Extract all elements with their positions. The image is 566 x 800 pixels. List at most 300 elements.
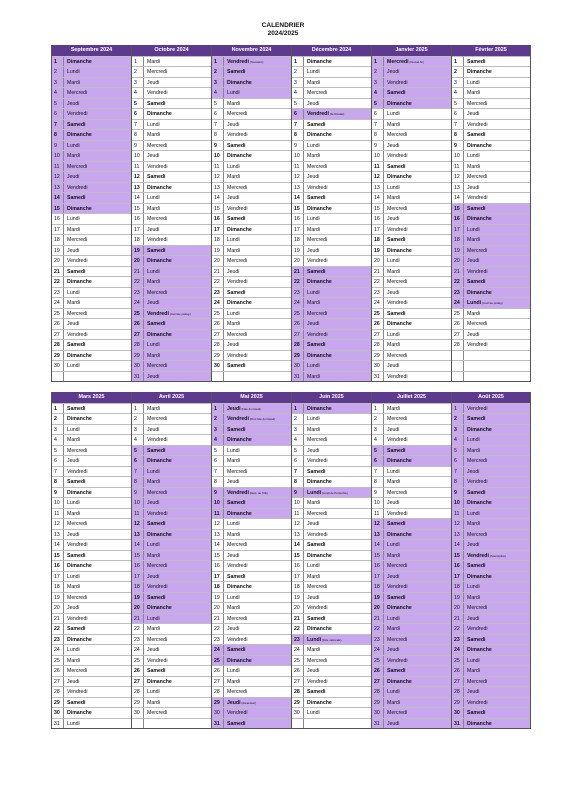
day-number: 8 (212, 477, 224, 487)
day-cell (132, 171, 211, 182)
day-name: Lundi (227, 521, 240, 527)
day-number: 10 (52, 498, 64, 508)
day-name: Mercredi (67, 90, 88, 96)
day-name: Vendredi (147, 163, 168, 170)
day-number: 17 (212, 225, 224, 235)
day-cell (372, 150, 451, 161)
day-number: 1 (212, 57, 224, 67)
day-cell (452, 518, 530, 529)
day-number: 31 (372, 372, 384, 382)
day-name: Lundi (387, 689, 400, 695)
day-name: Jeudi (67, 605, 80, 611)
day-cell (292, 192, 371, 203)
day-name: Dimanche (387, 678, 412, 685)
day-cell (52, 434, 131, 445)
day-cell (52, 213, 131, 224)
day-name: Jeudi (147, 373, 160, 380)
day-cell (452, 140, 530, 151)
day-name: Vendredi (67, 331, 88, 338)
day-number: 13 (452, 530, 464, 540)
day-name: Mercredi (67, 594, 88, 601)
month-header: Août 2025 (452, 392, 530, 403)
day-number: 16 (452, 561, 464, 571)
day-cell (452, 360, 530, 371)
day-number: 30 (212, 708, 224, 718)
day-cell (372, 476, 451, 487)
day-number: 8 (52, 130, 64, 140)
day-number: 18 (372, 582, 384, 592)
day-name: Lundi (307, 69, 320, 75)
day-name: Vendredi (147, 237, 168, 243)
day-cell (372, 487, 451, 498)
day-number: 19 (292, 246, 304, 256)
day-number: 7 (292, 120, 304, 130)
day-name: Lundi (67, 500, 80, 506)
day-number: 12 (292, 172, 304, 182)
day-cell (292, 371, 371, 382)
day-cell (372, 171, 451, 182)
day-number: 30 (52, 361, 64, 371)
day-name: Dimanche (67, 636, 92, 643)
day-name: Mardi (67, 510, 80, 517)
day-number: 22 (372, 624, 384, 634)
day-cell (52, 56, 131, 67)
holiday-note: (Journée pédag.) (481, 301, 504, 305)
day-name: Lundi (227, 310, 240, 317)
day-number: 12 (452, 172, 464, 182)
day-number: 25 (292, 309, 304, 319)
day-name: Vendredi (147, 510, 168, 517)
day-name: Dimanche (147, 258, 172, 264)
day-number: 23 (132, 288, 144, 298)
day-cell (292, 592, 371, 603)
day-number: 23 (452, 288, 464, 298)
day-number: 28 (292, 687, 304, 697)
day-name: Samedi (307, 615, 326, 622)
day-cell (452, 434, 530, 445)
day-name: Samedi (467, 279, 486, 285)
day-cell (52, 287, 131, 298)
day-cell (372, 98, 451, 109)
day-name: Dimanche (307, 479, 332, 485)
day-name: Dimanche (307, 132, 332, 138)
day-cell (52, 318, 131, 329)
day-name: Mercredi (227, 468, 248, 475)
day-number: 10 (212, 151, 224, 161)
day-cell (452, 508, 530, 519)
day-number: 9 (52, 488, 64, 498)
day-number: 5 (452, 99, 464, 109)
day-number: 2 (452, 67, 464, 77)
day-name: Lundi (307, 563, 320, 569)
day-cell (372, 697, 451, 708)
day-number: 21 (212, 267, 224, 277)
day-name: Jeudi (387, 573, 400, 580)
day-number: 11 (292, 509, 304, 519)
holiday-note: (Dest. de l'UE) (248, 490, 268, 495)
day-name: Dimanche (307, 699, 332, 706)
day-cell (452, 329, 530, 340)
day-cell (292, 508, 371, 519)
day-number: 28 (452, 687, 464, 697)
day-cell (132, 98, 211, 109)
day-cell (372, 297, 451, 308)
title-line-2: 2024/2025 (267, 30, 299, 37)
day-number: 6 (212, 456, 224, 466)
day-number: 15 (292, 551, 304, 561)
day-number: 20 (372, 603, 384, 613)
day-cell (52, 339, 131, 350)
day-cell (292, 560, 371, 571)
day-cell (212, 87, 291, 98)
day-cell (132, 518, 211, 529)
day-number: 8 (212, 130, 224, 140)
day-cell (52, 602, 131, 613)
month-column (211, 392, 291, 729)
day-name: Mardi (307, 79, 320, 86)
day-cell (292, 129, 371, 140)
day-name: Samedi (387, 594, 406, 601)
month-header: Février 2025 (452, 45, 530, 56)
day-cell (372, 308, 451, 319)
day-number: 18 (452, 582, 464, 592)
day-name: Jeudi (387, 363, 400, 369)
day-number: 4 (292, 435, 304, 445)
day-name: Jeudi (67, 678, 80, 685)
day-name: Mardi (67, 437, 80, 443)
day-number: 23 (452, 635, 464, 645)
day-number: 17 (372, 572, 384, 582)
day-number: 14 (292, 540, 304, 550)
day-number: 26 (132, 319, 144, 329)
day-name: Jeudi (387, 426, 400, 433)
month-header: Janvier 2025 (372, 45, 451, 56)
day-number: 17 (52, 225, 64, 235)
day-cell (292, 245, 371, 256)
day-cell (52, 360, 131, 371)
day-number: 2 (132, 67, 144, 77)
day-number: 4 (132, 88, 144, 98)
day-name: Samedi (227, 426, 246, 433)
day-name: Dimanche (67, 132, 92, 138)
day-name: Lundi (147, 468, 160, 475)
day-name: Samedi (307, 342, 326, 348)
day-number: 3 (372, 425, 384, 435)
month-column (51, 392, 131, 729)
day-number: 25 (212, 656, 224, 666)
month-column (131, 392, 211, 729)
day-cell (132, 644, 211, 655)
day-cell (52, 665, 131, 676)
day-number-empty (212, 372, 224, 382)
day-name: Samedi (307, 195, 326, 201)
day-cell (292, 234, 371, 245)
day-number: 27 (132, 330, 144, 340)
day-number: 18 (372, 235, 384, 245)
day-cell (212, 98, 291, 109)
day-cell (372, 350, 451, 361)
calendar-block-mar-aug (51, 392, 531, 729)
day-number: 8 (132, 477, 144, 487)
day-cell (452, 255, 530, 266)
day-number: 6 (372, 109, 384, 119)
day-number: 28 (132, 340, 144, 350)
day-cell (212, 182, 291, 193)
day-number: 5 (292, 446, 304, 456)
day-name: Mercredi (467, 321, 488, 327)
day-number: 14 (52, 193, 64, 203)
day-number: 28 (132, 687, 144, 697)
day-name: Samedi (147, 174, 166, 180)
day-cell (372, 550, 451, 561)
day-cell (372, 266, 451, 277)
day-cell (132, 424, 211, 435)
day-cell (452, 287, 530, 298)
day-name: Dimanche (307, 626, 332, 632)
month-header: Juillet 2025 (372, 392, 451, 403)
day-name: Lundi (467, 226, 480, 233)
day-name: Jeudi (147, 226, 160, 233)
day-cell (52, 634, 131, 645)
calendar-title (0, 22, 566, 38)
day-number: 25 (292, 656, 304, 666)
day-name: Lundi (147, 195, 160, 201)
day-number: 29 (292, 698, 304, 708)
day-name: Mercredi (147, 216, 168, 222)
day-number: 31 (372, 719, 384, 729)
month-header: Mars 2025 (52, 392, 131, 403)
day-cell (212, 476, 291, 487)
day-number: 20 (372, 256, 384, 266)
day-name: Vendredi (467, 342, 488, 348)
day-cell (292, 66, 371, 77)
day-name: Samedi (67, 342, 86, 348)
day-cell (372, 445, 451, 456)
day-cell (52, 403, 131, 414)
day-name: Jeudi (147, 153, 160, 159)
day-name: Lundi (467, 79, 480, 86)
day-name: Dimanche (147, 184, 172, 191)
day-cell (212, 676, 291, 687)
day-name: Vendredi (307, 678, 328, 685)
day-cell (132, 466, 211, 477)
day-cell (292, 571, 371, 582)
day-name: Mardi (307, 426, 320, 433)
day-number: 29 (212, 698, 224, 708)
day-cell (132, 66, 211, 77)
day-name: Mardi (307, 153, 320, 159)
day-name: Vendredi (387, 300, 408, 306)
day-name: Vendredi (387, 153, 408, 159)
day-cell (452, 224, 530, 235)
day-cell (52, 87, 131, 98)
day-number: 30 (452, 708, 464, 718)
day-number: 25 (132, 656, 144, 666)
day-number: 16 (292, 214, 304, 224)
day-cell (132, 665, 211, 676)
day-number: 1 (452, 57, 464, 67)
day-number: 24 (132, 298, 144, 308)
day-cell (372, 77, 451, 88)
day-name: Mardi (67, 300, 80, 306)
day-number: 10 (292, 498, 304, 508)
day-name: Jeudi (467, 331, 480, 338)
day-cell (132, 539, 211, 550)
day-number: 2 (292, 414, 304, 424)
day-number: 21 (452, 614, 464, 624)
day-cell (292, 203, 371, 214)
day-number: 7 (212, 467, 224, 477)
day-number: 13 (372, 530, 384, 540)
day-cell (372, 634, 451, 645)
day-name: Lundi (147, 689, 160, 695)
day-name: Vendredi (307, 531, 328, 538)
day-cell (132, 676, 211, 687)
day-number: 19 (452, 246, 464, 256)
day-cell (52, 455, 131, 466)
day-cell (292, 497, 371, 508)
day-number: 14 (452, 540, 464, 550)
day-cell (372, 613, 451, 624)
day-name: Dimanche (67, 58, 92, 65)
day-name: Mardi (147, 626, 160, 632)
day-cell (452, 581, 530, 592)
day-number: 16 (212, 561, 224, 571)
day-number: 21 (372, 614, 384, 624)
day-number: 29 (52, 698, 64, 708)
day-cell (132, 592, 211, 603)
day-number: 12 (212, 519, 224, 529)
day-name: Dimanche (467, 720, 492, 727)
day-cell (132, 297, 211, 308)
day-name: Samedi (227, 363, 246, 369)
day-name: Jeudi (307, 100, 320, 107)
day-cell (212, 56, 291, 67)
day-name: Mardi (227, 174, 240, 180)
day-number: 2 (212, 67, 224, 77)
day-cell (52, 77, 131, 88)
day-number: 16 (292, 561, 304, 571)
day-number: 22 (212, 624, 224, 634)
day-number: 7 (132, 467, 144, 477)
day-number: 26 (52, 666, 64, 676)
day-number: 11 (212, 509, 224, 519)
day-name: Dimanche (387, 174, 412, 180)
day-name: Samedi (67, 699, 86, 706)
day-cell (212, 707, 291, 718)
day-name: Mardi (307, 500, 320, 506)
day-cell (132, 550, 211, 561)
day-cell (372, 403, 451, 414)
day-name: Samedi (467, 636, 486, 643)
day-cell (52, 644, 131, 655)
holiday-note: (St-Nicolas) (328, 112, 345, 116)
day-number: 24 (52, 298, 64, 308)
day-cell (212, 424, 291, 435)
day-number: 1 (52, 404, 64, 414)
day-cell (212, 213, 291, 224)
day-name: Mardi (387, 121, 400, 128)
day-number: 4 (372, 435, 384, 445)
day-name: Vendredi (227, 352, 248, 359)
day-name: Dimanche (467, 647, 492, 653)
day-name: Samedi (467, 416, 486, 422)
day-number: 15 (52, 204, 64, 214)
day-number: 20 (132, 603, 144, 613)
day-name: Jeudi (387, 289, 400, 296)
day-name: Mercredi (467, 458, 488, 464)
day-number: 13 (52, 530, 64, 540)
day-number: 29 (292, 351, 304, 361)
day-number: 16 (132, 214, 144, 224)
day-number: 25 (52, 309, 64, 319)
day-cell (212, 686, 291, 697)
day-cell (292, 87, 371, 98)
day-number: 4 (212, 88, 224, 98)
day-name: Jeudi (227, 479, 240, 485)
day-cell (212, 129, 291, 140)
day-name: Dimanche (67, 563, 92, 569)
day-name: Jeudi (227, 195, 240, 201)
day-number: 30 (132, 361, 144, 371)
day-name: Mercredi (387, 205, 408, 212)
day-cell (52, 571, 131, 582)
day-number: 16 (52, 214, 64, 224)
day-number: 25 (452, 309, 464, 319)
day-name: Lundi (387, 468, 400, 475)
day-cell (52, 686, 131, 697)
day-name: Lundi (Journée pédag.) (467, 300, 504, 306)
day-name: Vendredi (227, 710, 248, 716)
day-name: Dimanche (387, 321, 412, 327)
day-cell (52, 297, 131, 308)
day-name: Dimanche (387, 100, 412, 107)
day-cell (52, 445, 131, 456)
day-name: Lundi (387, 111, 400, 117)
day-name: Mardi (67, 657, 80, 664)
day-name: Mardi (147, 132, 160, 138)
day-number: 10 (372, 498, 384, 508)
day-number: 17 (372, 225, 384, 235)
day-number: 8 (372, 130, 384, 140)
day-name: Vendredi (467, 699, 488, 706)
day-name: Samedi (147, 447, 166, 454)
day-name: Lundi (307, 416, 320, 422)
day-number: 8 (292, 130, 304, 140)
day-cell (452, 339, 530, 350)
day-name: Lundi (307, 363, 320, 369)
day-number: 27 (372, 677, 384, 687)
day-number: 11 (212, 162, 224, 172)
day-cell (212, 266, 291, 277)
day-cell (292, 318, 371, 329)
day-cell (52, 613, 131, 624)
day-name: Mardi (147, 699, 160, 706)
day-cell (452, 192, 530, 203)
day-cell (452, 497, 530, 508)
day-number: 11 (292, 162, 304, 172)
day-cell (372, 655, 451, 666)
day-number: 5 (372, 446, 384, 456)
day-number: 20 (212, 256, 224, 266)
day-cell (212, 161, 291, 172)
day-cell (452, 592, 530, 603)
day-number: 9 (52, 141, 64, 151)
day-number: 19 (452, 593, 464, 603)
day-cell (452, 87, 530, 98)
day-cell (372, 508, 451, 519)
holiday-note: (Fête du travail) (240, 406, 261, 411)
